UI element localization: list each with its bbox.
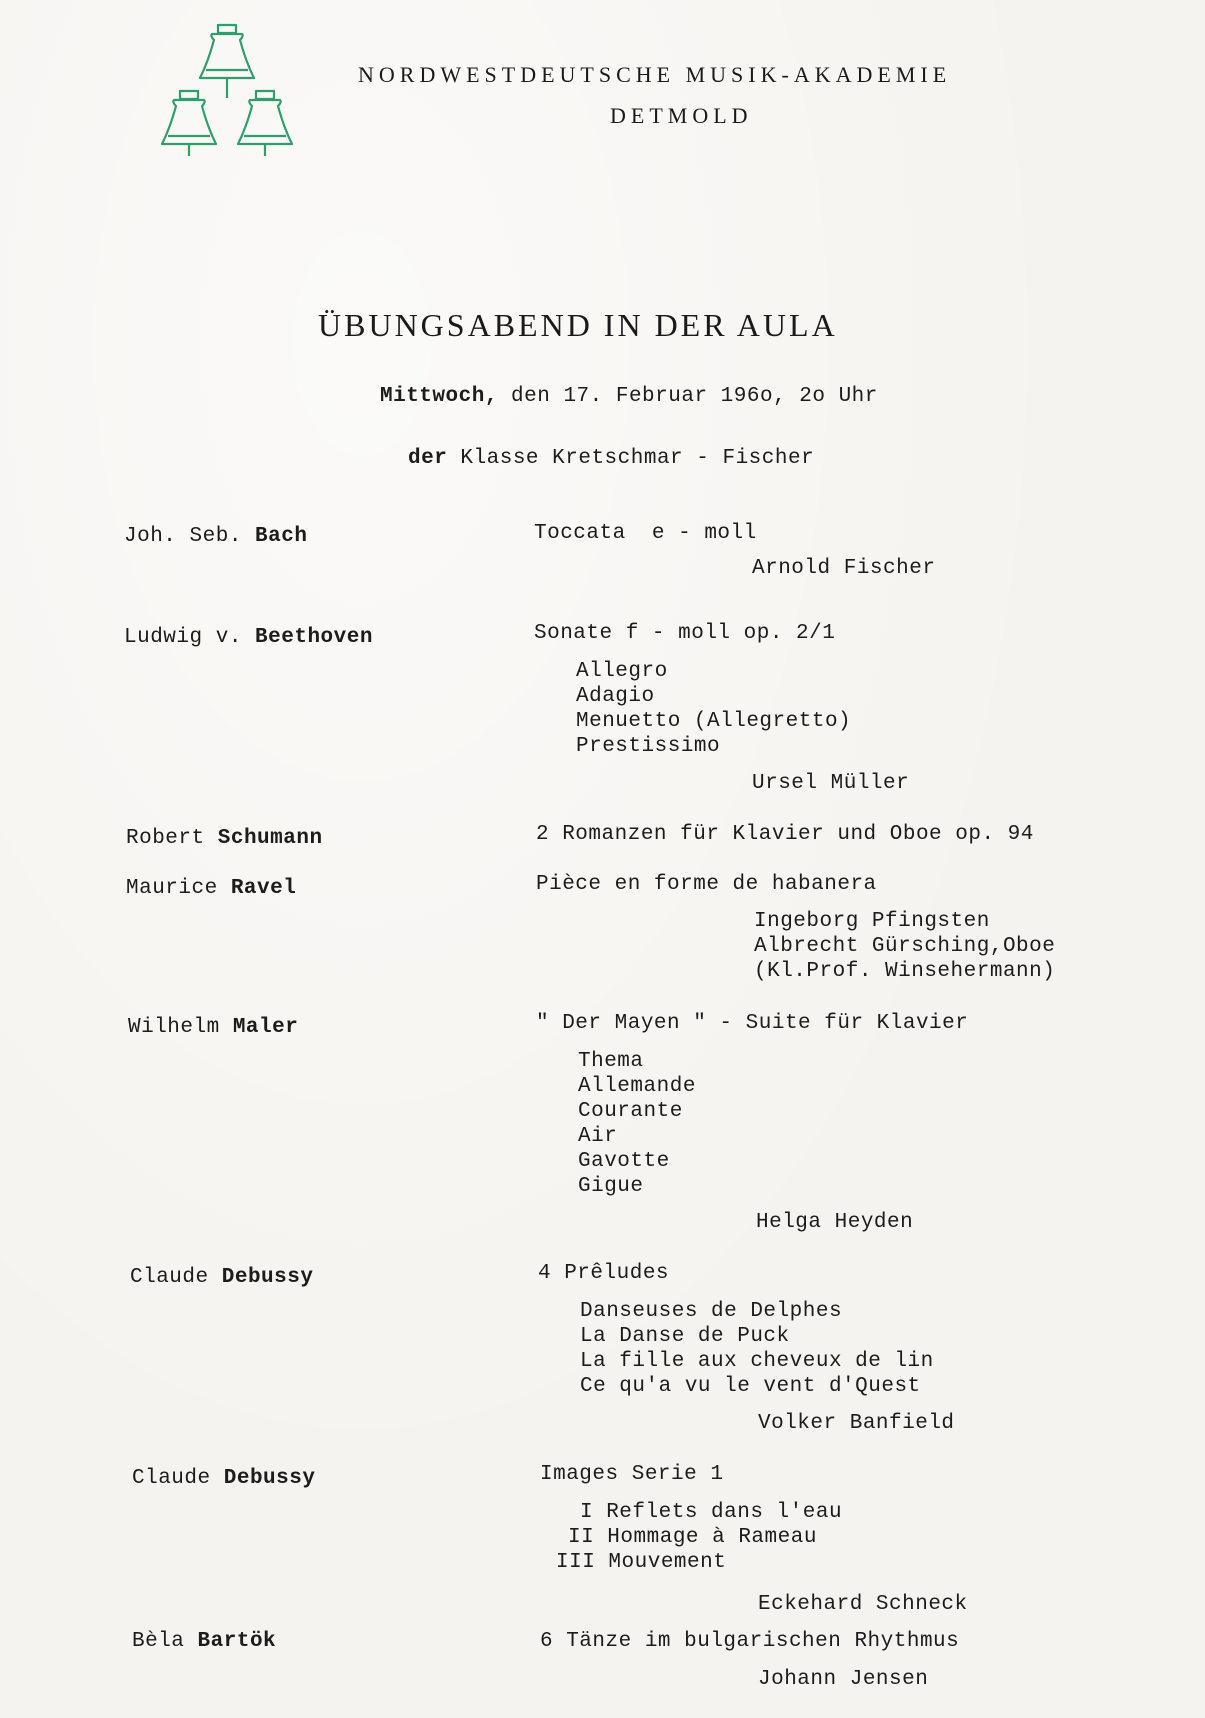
- institution-name: NORDWESTDEUTSCHE MUSIK-AKADEMIE: [358, 62, 952, 87]
- composer-first-name: Maurice: [126, 877, 218, 900]
- performer: Helga Heyden: [756, 1211, 914, 1234]
- composer-last-name: Debussy: [221, 1266, 314, 1289]
- class-prefix: der: [408, 447, 448, 470]
- movement: Menuetto (Allegretto): [576, 710, 852, 733]
- composer-first-name: Claude: [130, 1266, 209, 1289]
- performer: Volker Banfield: [758, 1412, 955, 1435]
- performer: (Kl.Prof. Winsehermann): [754, 960, 1056, 983]
- movement: Gavotte: [578, 1150, 670, 1173]
- movement: Adagio: [576, 685, 655, 708]
- composer-first-name: Robert: [126, 827, 205, 850]
- movement: Gigue: [578, 1175, 644, 1198]
- work-title: Toccata e - moll: [534, 522, 757, 545]
- movement: Ce qu'a vu le vent d'Quest: [580, 1375, 921, 1398]
- work-title: 4 Prêludes: [538, 1262, 670, 1285]
- movement: III Mouvement: [556, 1551, 727, 1574]
- class-rest: Klasse Kretschmar - Fischer: [460, 447, 815, 470]
- work-title: Pièce en forme de habanera: [536, 873, 877, 896]
- composer: [124, 524, 307, 549]
- class-line: [408, 446, 814, 471]
- performer: Johann Jensen: [758, 1668, 929, 1691]
- work-title: Sonate f - moll op. 2/1: [534, 622, 836, 645]
- composer-last-name: Ravel: [230, 877, 297, 900]
- work-title: " Der Mayen " - Suite für Klavier: [536, 1012, 969, 1035]
- movement: I Reflets dans l'eau: [580, 1501, 843, 1524]
- movement: La fille aux cheveux de lin: [580, 1350, 934, 1373]
- date-rest: den 17. Februar 196o, 2o Uhr: [511, 385, 878, 408]
- composer: [128, 1015, 298, 1040]
- composer-first-name: Bèla: [132, 1630, 185, 1653]
- composer: [132, 1466, 315, 1491]
- composer-last-name: Beethoven: [255, 626, 373, 649]
- composer-first-name: Claude: [132, 1467, 211, 1490]
- performer: Ingeborg Pfingsten: [754, 910, 990, 933]
- work-title: 6 Tänze im bulgarischen Rhythmus: [540, 1630, 960, 1653]
- performer: Ursel Müller: [752, 772, 910, 795]
- movement: Prestissimo: [576, 735, 721, 758]
- movement: Courante: [578, 1100, 683, 1123]
- composer: [126, 826, 323, 851]
- composer-last-name: Bartök: [197, 1630, 277, 1653]
- composer-last-name: Debussy: [223, 1467, 316, 1490]
- institution-city: DETMOLD: [610, 103, 753, 128]
- composer: [132, 1629, 276, 1654]
- composer-first-name: Ludwig v.: [124, 626, 242, 649]
- composer-first-name: Wilhelm: [128, 1016, 220, 1039]
- date-weekday: Mittwoch,: [380, 385, 498, 408]
- work-title: 2 Romanzen für Klavier und Oboe op. 94: [536, 823, 1034, 846]
- movement: Thema: [578, 1050, 644, 1073]
- composer: [124, 625, 373, 650]
- composer-last-name: Maler: [232, 1016, 299, 1039]
- three-bells-logo-icon: [160, 22, 295, 172]
- movement: II Hommage à Rameau: [568, 1526, 817, 1549]
- page-title: ÜBUNGSABEND IN DER AULA: [318, 307, 838, 343]
- movement: Allegro: [576, 660, 668, 683]
- performer: Eckehard Schneck: [758, 1593, 968, 1616]
- composer-first-name: Joh. Seb.: [124, 525, 242, 548]
- work-title: Images Serie 1: [540, 1463, 724, 1486]
- movement: Air: [578, 1125, 618, 1148]
- composer: [126, 876, 296, 901]
- performer: Arnold Fischer: [752, 557, 936, 580]
- date-line: [380, 384, 878, 409]
- composer-last-name: Schumann: [217, 827, 323, 850]
- performer: Albrecht Gürsching,Oboe: [754, 935, 1056, 958]
- movement: Danseuses de Delphes: [580, 1300, 843, 1323]
- composer-last-name: Bach: [255, 525, 308, 548]
- movement: La Danse de Puck: [580, 1325, 790, 1348]
- composer: [130, 1265, 313, 1290]
- movement: Allemande: [578, 1075, 696, 1098]
